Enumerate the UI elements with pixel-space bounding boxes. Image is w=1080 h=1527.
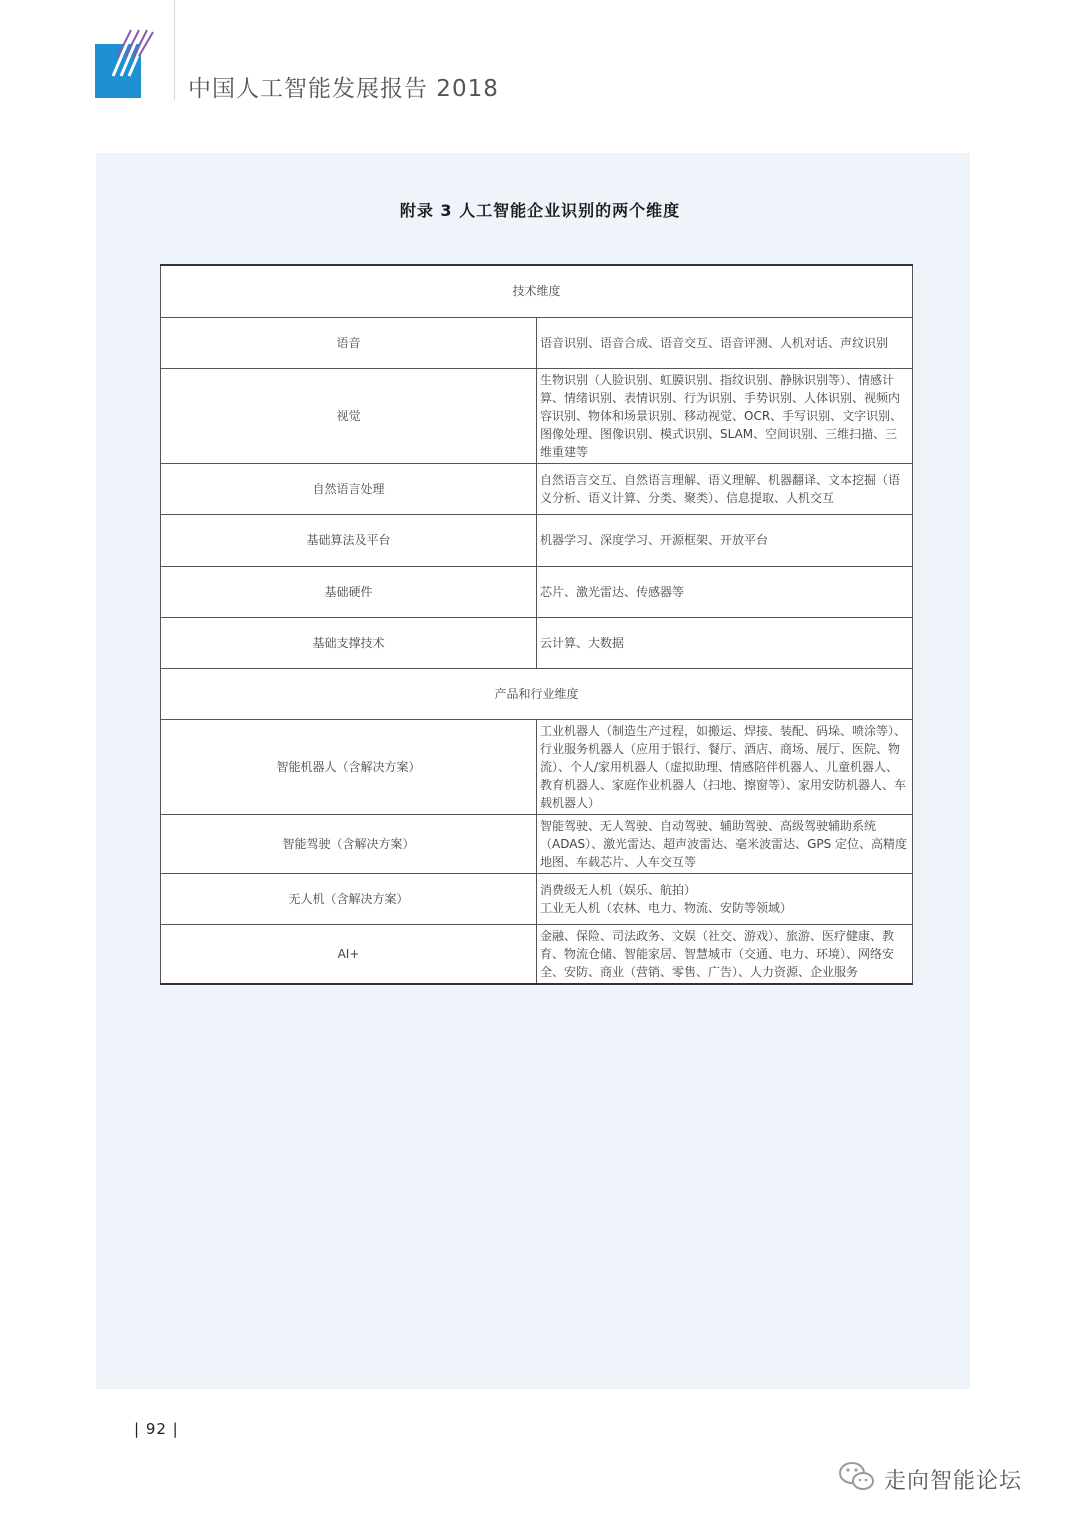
row-content: 机器学习、深度学习、开源框架、开放平台 xyxy=(537,514,913,566)
row-label: 基础算法及平台 xyxy=(161,514,537,566)
row-label: 基础支撑技术 xyxy=(161,617,537,668)
report-logo-icon xyxy=(95,28,157,98)
row-label: 智能驾驶（含解决方案） xyxy=(161,814,537,873)
row-content: 云计算、大数据 xyxy=(537,617,913,668)
table-row xyxy=(161,463,913,514)
wechat-icon xyxy=(838,1460,876,1498)
row-label: 语音 xyxy=(161,317,537,368)
row-content: 语音识别、语音合成、语音交互、语音评测、人机对话、声纹识别 xyxy=(537,317,913,368)
watermark-text: 走向智能论坛 xyxy=(884,1468,1023,1494)
row-label: 视觉 xyxy=(161,368,537,463)
table-row xyxy=(161,719,913,814)
table-row xyxy=(161,814,913,873)
row-content: 工业机器人（制造生产过程，如搬运、焊接、装配、码垛、喷涂等）、行业服务机器人（应用于银行、餐厅、酒店、商场、展厅、医院、物流）、个人/家用机器人（虚拟助理、情感陪伴机器人、儿童机器人、教育机器人、家庭作业机器人（扫地、擦窗等）、家用安防机器人、车载机器人） xyxy=(537,719,913,814)
row-label: 无人机（含解决方案） xyxy=(161,873,537,924)
row-content: 生物识别（人脸识别、虹膜识别、指纹识别、静脉识别等）、情感计算、情绪识别、表情识别、行为识别、手势识别、人体识别、视频内容识别、物体和场景识别、移动视觉、OCR、手写识别、文字识别、图像处理、图像识别、模式识别、SLAM、空间识别、三维扫描、三维重建等 xyxy=(537,368,913,463)
watermark xyxy=(838,1460,1022,1498)
table-row xyxy=(161,514,913,566)
table-row xyxy=(161,873,913,924)
row-content: 消费级无人机（娱乐、航拍） 工业无人机（农林、电力、物流、安防等领域） xyxy=(537,873,913,924)
appendix-title: 附录 3 人工智能企业识别的两个维度 xyxy=(399,201,681,220)
report-title: 中国人工智能发展报告 2018 xyxy=(188,76,499,102)
section-heading-technology: 技术维度 xyxy=(161,265,913,317)
row-label: 基础硬件 xyxy=(161,566,537,617)
section-heading-product-industry: 产品和行业维度 xyxy=(161,668,913,719)
header-divider xyxy=(174,0,175,100)
row-content: 自然语言交互、自然语言理解、语义理解、机器翻译、文本挖掘（语义分析、语义计算、分类、聚类）、信息提取、人机交互 xyxy=(537,463,913,514)
page-number: | 92 | xyxy=(134,1420,179,1438)
dimensions-table xyxy=(160,264,913,985)
table-row xyxy=(161,317,913,368)
row-label: AI+ xyxy=(161,924,537,984)
row-label: 自然语言处理 xyxy=(161,463,537,514)
row-content: 芯片、激光雷达、传感器等 xyxy=(537,566,913,617)
table-row xyxy=(161,566,913,617)
table-row xyxy=(161,617,913,668)
row-content: 金融、保险、司法政务、文娱（社交、游戏）、旅游、医疗健康、教育、物流仓储、智能家居、智慧城市（交通、电力、环境）、网络安全、安防、商业（营销、零售、广告）、人力资源、企业服务 xyxy=(537,924,913,984)
table-row xyxy=(161,368,913,463)
table-row xyxy=(161,924,913,984)
row-label: 智能机器人（含解决方案） xyxy=(161,719,537,814)
row-content: 智能驾驶、无人驾驶、自动驾驶、辅助驾驶、高级驾驶辅助系统（ADAS）、激光雷达、超声波雷达、毫米波雷达、GPS 定位、高精度地图、车载芯片、人车交互等 xyxy=(537,814,913,873)
